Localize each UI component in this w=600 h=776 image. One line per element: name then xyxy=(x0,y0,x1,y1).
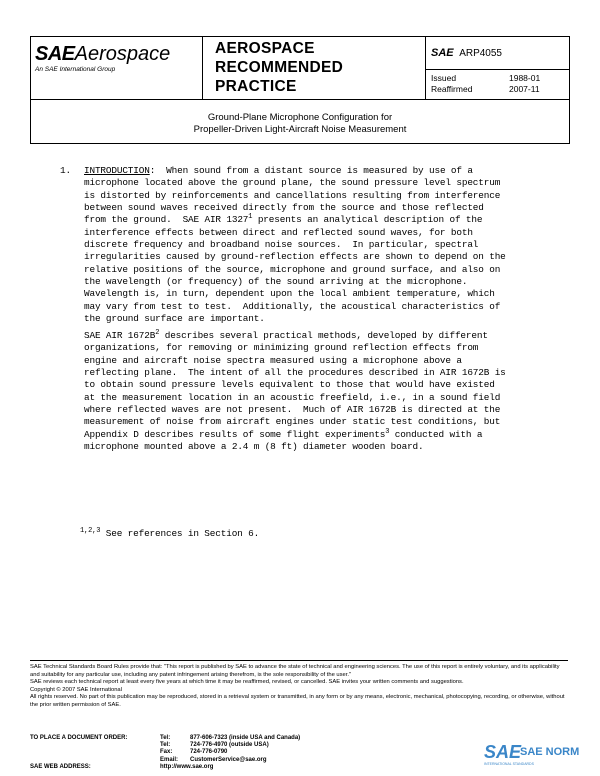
web-label: SAE WEB ADDRESS: xyxy=(30,763,91,770)
section-heading: INTRODUCTION xyxy=(84,165,150,176)
order-label: TO PLACE A DOCUMENT ORDER: xyxy=(30,735,128,741)
reaffirmed-row: Reaffirmed 2007-11 xyxy=(431,84,540,94)
web-link[interactable]: http://www.sae.org xyxy=(160,763,214,770)
methods-paragraph: SAE AIR $1672B^2$ describes several practical methods, developed by different organizations, for removing or minimizing ground reflection effects from engine and aircraft noise spectra measured using a microphone above a reflecting plane. The intent of all the procedures described in AIR 1672B is to obtain sound pressure levels equivalent to those that would have existed at the measurement location in an acoustic freefield, i.e., in a sound field where reflected waves are not present. Much of AIR 1672B is directed at the measurement of noise from aircraft engines under static test conditions, but Appendix D describes results of some flight experiments$^3$ conducted with a microphone mounted above a 2.4 m (8 ft) diameter wooden board. xyxy=(84,328,506,453)
review-text: SAE reviews each technical report at least every five years at which time it may be reaffirmed, revised, or cancelled. SAE invites your written comments and suggestions. xyxy=(30,679,464,686)
issued-row: Issued 1988-01 xyxy=(431,73,541,83)
fax-number: 724-776-0790 xyxy=(190,749,228,756)
logo-cell xyxy=(31,37,203,99)
phone-inside: 877-606-7323 (inside USA and Canada) xyxy=(190,735,301,741)
document-type: AEROSPACE RECOMMENDED PRACTICE xyxy=(215,40,344,95)
rights-text: All rights reserved. No part of this publication may be reproduced, stored in a retrieval system or transmitted, in any form or by any means, electronic, mechanical, photocopying, recording, or otherwise, without the prior written permission of SAE. xyxy=(30,694,565,708)
references-footnote: $^{1,2,3}$ See references in Section 6. xyxy=(80,526,260,539)
email-link[interactable]: CustomerService@sae.org xyxy=(190,756,267,763)
practice-cell xyxy=(203,37,426,99)
section-number: 1. xyxy=(60,165,71,176)
rules-text: SAE Technical Standards Board Rules provide that: "This report is published by SAE to advance the state of technical and engineering sciences. The use of this report is entirely voluntary, and its applicability and suitability for any particular use, including any patent infringement arising therefrom, is the sole responsibility of the user." xyxy=(30,664,560,678)
copyright-text: Copyright © 2007 SAE International xyxy=(30,686,122,693)
logo-subtitle: An SAE International Group xyxy=(35,66,116,73)
document-header xyxy=(30,36,570,100)
document-title: Ground-Plane Microphone Configuration for Propeller-Driven Light-Aircraft Noise Measurement xyxy=(30,99,570,144)
introduction-paragraph: INTRODUCTION: When sound from a distant source is measured by use of a microphone located above the ground plane, the sound pressure level spectrum is distorted by reinforcements and cancellations resulting from interference between sound waves received directly from the source and those reflected from the ground. SAE AIR 1327$^1$ presents an analytical description of the interference effects between direct and reflected sound waves, for both discrete frequency and broadband noise sources. In particular, spectral irregularities caused by ground-reflection effects are shown to depend on the relative positions of the source, microphone and ground surface, and also on the wavelength (or frequency) of the sound arriving at the microphone. Wavelength is, in turn, dependent upon the local ambient temperature, which may vary from test to test. Additionally, the acoustical characteristics of the ground surface are important. xyxy=(84,165,506,325)
phone-outside: 724-776-4970 (outside USA) xyxy=(190,742,269,749)
document-number: SAE ARP4055 xyxy=(431,47,502,59)
document-meta-cell xyxy=(426,37,569,99)
sae-aerospace-logo: SAEAerospace xyxy=(35,43,171,65)
sae-norm-watermark: SAE SAE NORM INTERNATIONAL STANDARDS xyxy=(484,742,580,766)
footer-notice xyxy=(30,660,568,710)
